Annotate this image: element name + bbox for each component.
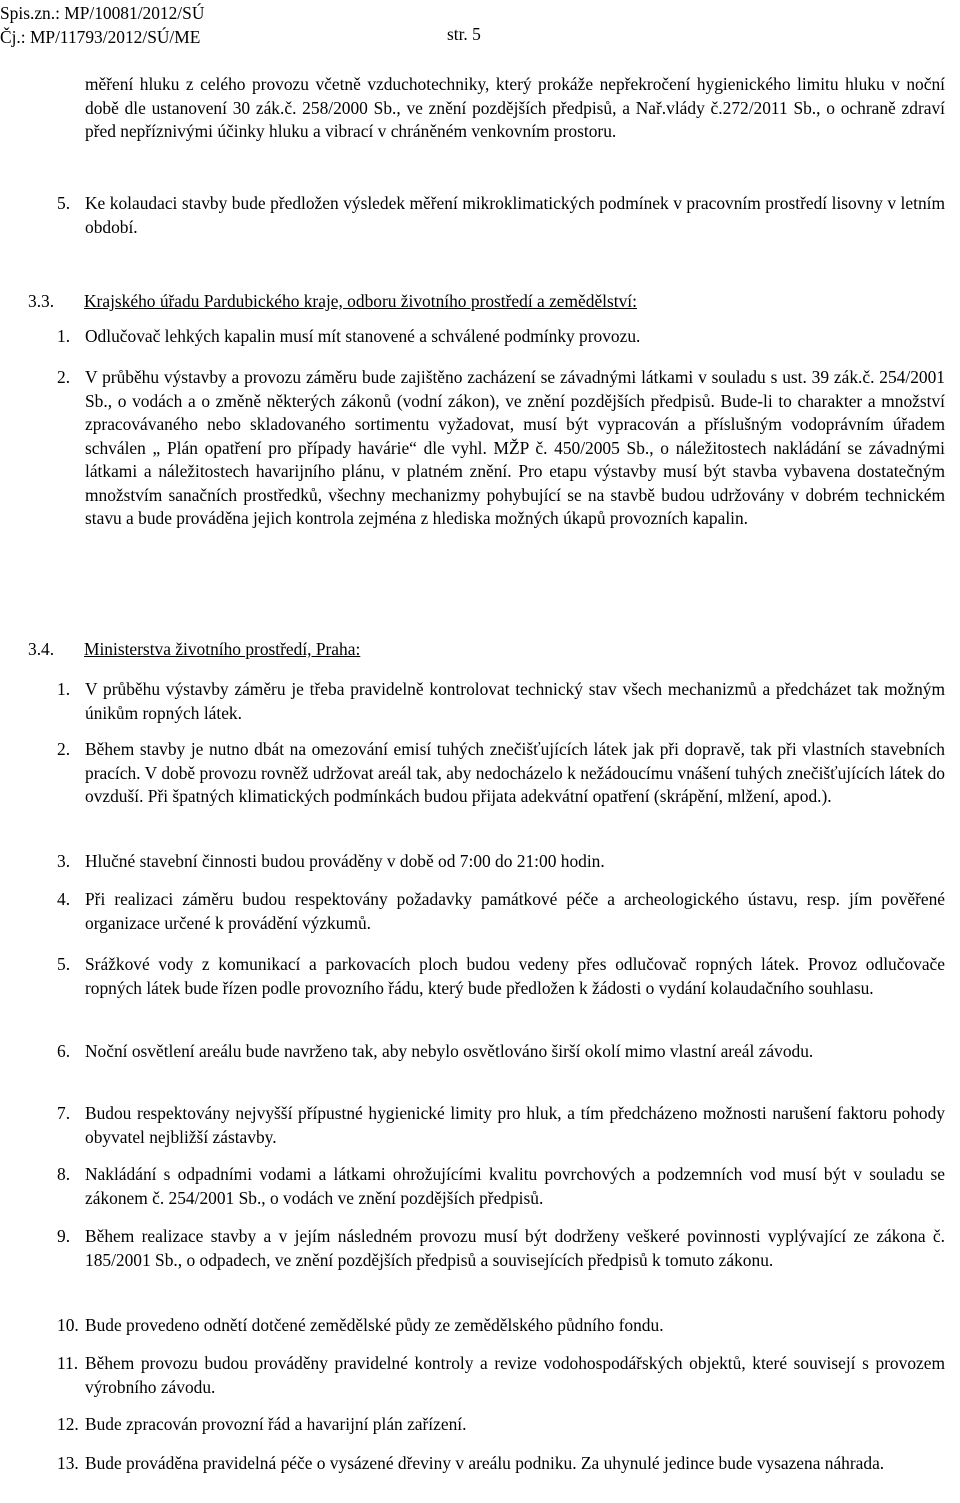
section-title: Ministerstva životního prostředí, Praha: <box>84 639 361 659</box>
list-item-text: Ke kolaudaci stavby bude předložen výsledek měření mikroklimatických podmínek v pracovním prostředí lisovny v letním období. <box>85 193 945 237</box>
list-item <box>57 888 945 935</box>
list-item <box>57 678 945 725</box>
list-item-number: 2. <box>57 367 71 387</box>
list-item <box>57 325 945 349</box>
list-item-text: Bude prováděna pravidelná péče o vysázené dřeviny v areálu podniku. Za uhynulé jedince bude vysazena náhrada. <box>85 1453 885 1473</box>
list-item-number: 7. <box>57 1103 71 1123</box>
list-item-text: Odlučovač lehkých kapalin musí mít stanovené a schválené podmínky provozu. <box>85 326 641 346</box>
list-item <box>57 1452 945 1476</box>
page-number: str. 5 <box>447 24 481 44</box>
list-item-text: Nakládání s odpadními vodami a látkami ohrožujícími kvalitu povrchových a podzemních vod musí být v souladu se zákonem č. 254/2001 Sb., o vodách ve znění pozdějších předpisů. <box>85 1164 945 1208</box>
list-item <box>57 366 945 531</box>
list-item-number: 11. <box>57 1353 79 1373</box>
list-item-text: V průběhu výstavby a provozu záměru bude zajištěno zacházení se závadnými látkami v souladu s ust. 39 zák.č. 254/2001 Sb., o vodách a o změně některých zákonů (vodní zákon), ve znění pozdějších předpisů. Bude-li to charakter a množství zpracovávaného nebo skladovaného sortimentu vyžadovat, musí být vypracován a příslušným vodoprávním úřadem schválen „ Plán opatření pro případy havárie“ dle vyhl. MŽP č. 450/2005 Sb., o náležitostech nakládání se závadnými látkami a náležitostech havarijního plánu, v platném znění. Pro etapu výstavby musí být stavba vybavena dostatečným množstvím sanačních prostředků, všechny mechanizmy pohybující se na stavbě budou udržovány v dobrém technickém stavu a bude prováděna jejich kontrola zejména z hlediska možných úkapů provozních kapalin. <box>85 367 945 528</box>
list-item-text: Během stavby je nutno dbát na omezování emisí tuhých znečišťujících látek jak při dopravě, tak při vlastních stavebních pracích. V době provozu rovněž udržovat areál tak, aby nedocházelo k nežádoucímu vnášení tuhých znečišťujících látek do ovzduší. Při špatných klimatických podmínkách budou přijata adekvátní opatření (skrápění, mlžení, apod.). <box>85 739 945 806</box>
continued-paragraph: měření hluku z celého provozu včetně vzduchotechniky, který prokáže nepřekročení hygienického limitu hluku v noční době dle ustanovení 30 zák.č. 258/2000 Sb., ve znění pozdějších předpisů, a Nař.vlády č.272/2011 Sb., o ochraně zdraví před nepříznivými účinky hluku a vibrací v chráněném venkovním prostoru. <box>85 74 945 141</box>
list-item-text: Při realizaci záměru budou respektovány požadavky památkové péče a archeologického ústavu, resp. jím pověřené organizace určené k provádění výzkumů. <box>85 889 945 933</box>
list-item-number: 4. <box>57 889 71 909</box>
list-item-number: 12. <box>57 1414 79 1434</box>
list-item-number: 9. <box>57 1226 71 1246</box>
list-item-text: Hlučné stavební činnosti budou prováděny v době od 7:00 do 21:00 hodin. <box>85 851 605 871</box>
list-item <box>57 1102 945 1149</box>
list-item-number: 5. <box>57 193 71 213</box>
section-heading-3-3 <box>28 290 637 314</box>
reference-number: Čj.: MP/11793/2012/SÚ/ME <box>0 26 201 47</box>
list-item-number: 5. <box>57 954 71 974</box>
section-number: 3.3. <box>28 291 55 311</box>
list-item <box>57 953 945 1000</box>
list-item <box>57 1314 945 1338</box>
file-reference: Spis.zn.: MP/10081/2012/SÚ <box>0 3 205 23</box>
list-item <box>57 1225 945 1272</box>
section-number: 3.4. <box>28 639 55 659</box>
list-item-text: Bude zpracován provozní řád a havarijní plán zařízení. <box>85 1414 467 1434</box>
list-item <box>57 192 945 239</box>
list-item-number: 1. <box>57 679 71 699</box>
list-item <box>57 1352 945 1399</box>
list-item-text: Srážkové vody z komunikací a parkovacích ploch budou vedeny přes odlučovač ropných látek. Provoz odlučovače ropných látek bude řízen podle provozního řádu, který bude předložen k žádosti o vydání kolaudačního souhlasu. <box>85 954 945 998</box>
list-item <box>57 1163 945 1210</box>
list-item-number: 8. <box>57 1164 71 1184</box>
section-heading-3-4 <box>28 638 360 662</box>
list-item-text: Noční osvětlení areálu bude navrženo tak, aby nebylo osvětlováno širší okolí mimo vlastní areál závodu. <box>85 1041 814 1061</box>
list-item-text: Budou respektovány nejvyšší přípustné hygienické limity pro hluk, a tím předcházeno možnosti narušení faktoru pohody obyvatel nejbližší zástavby. <box>85 1103 945 1147</box>
section-title: Krajského úřadu Pardubického kraje, odboru životního prostředí a zemědělství: <box>84 291 637 311</box>
list-item-number: 1. <box>57 326 71 346</box>
list-item-number: 6. <box>57 1041 71 1061</box>
list-item <box>57 850 945 874</box>
list-item-text: Bude provedeno odnětí dotčené zemědělské půdy ze zemědělského půdního fondu. <box>85 1315 664 1335</box>
list-item-text: Během realizace stavby a v jejím následném provozu musí být dodrženy veškeré povinnosti vyplývající ze zákona č. 185/2001 Sb., o odpadech, ve znění pozdějších předpisů a souvisejících předpisů k tomuto zákonu. <box>85 1226 945 1270</box>
list-item-text: Během provozu budou prováděny pravidelné kontroly a revize vodohospodářských objektů, které souvisejí s provozem výrobního závodu. <box>85 1353 945 1397</box>
list-item <box>57 1413 945 1437</box>
list-item-number: 3. <box>57 851 71 871</box>
list-item-number: 13. <box>57 1453 79 1473</box>
list-item-number: 10. <box>57 1315 79 1335</box>
document-header <box>0 2 481 49</box>
list-item <box>57 1040 945 1064</box>
list-item-number: 2. <box>57 739 71 759</box>
list-item <box>57 738 945 809</box>
list-item-text: V průběhu výstavby záměru je třeba pravidelně kontrolovat technický stav všech mechanizmů a předcházet tak možným únikům ropných látek. <box>85 679 945 723</box>
